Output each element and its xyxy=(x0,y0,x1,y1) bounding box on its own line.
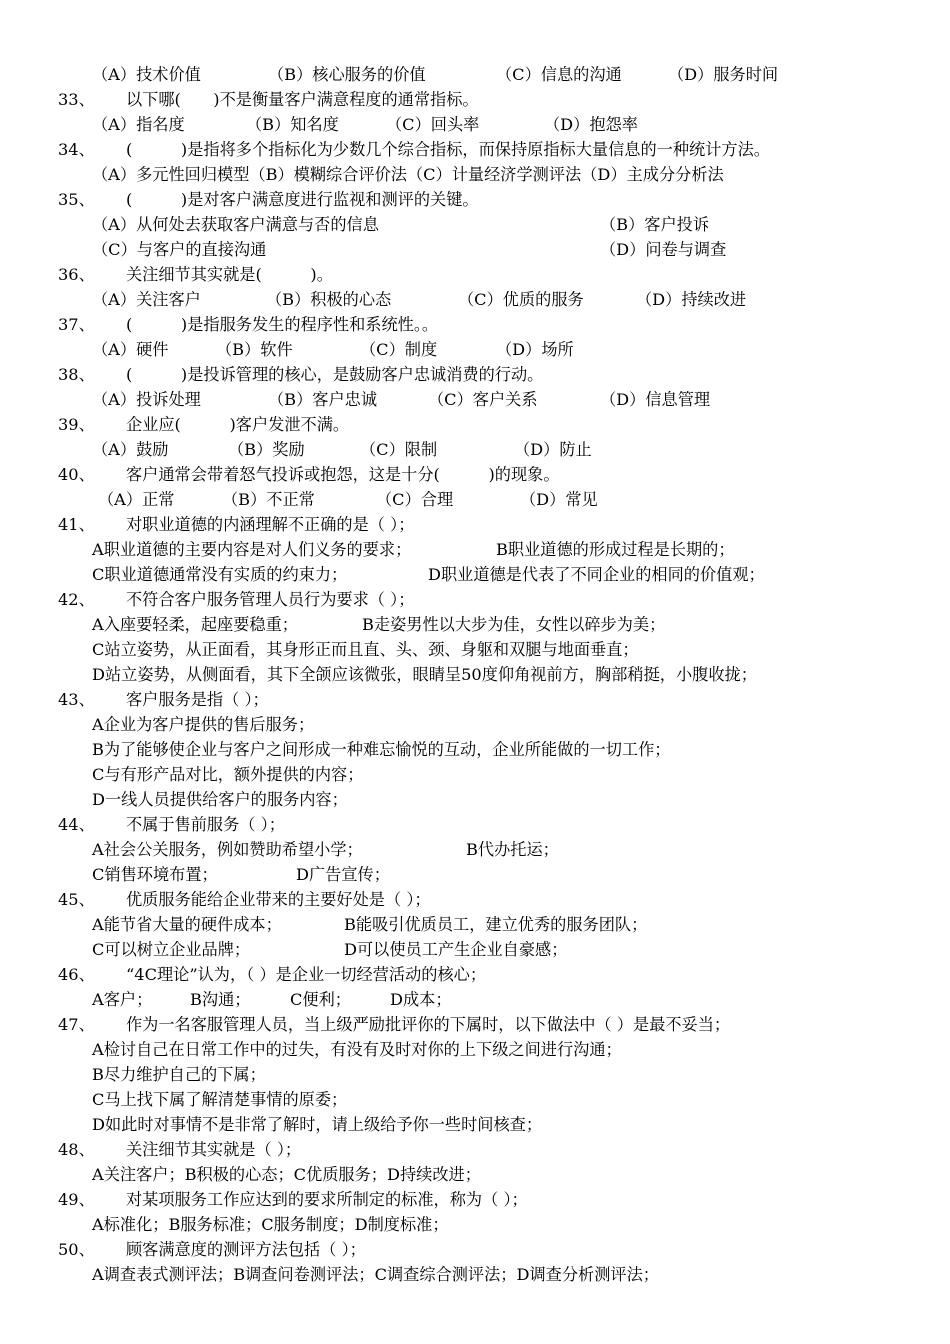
question-text: 客户服务是指（ ）； xyxy=(126,690,269,709)
question-number: 33、 xyxy=(58,90,95,109)
answer-option: （B）积极的心态 xyxy=(266,290,392,309)
answer-option: B能吸引优质员工，建立优秀的服务团队； xyxy=(344,915,648,934)
answer-option: C与有形产品对比，额外提供的内容； xyxy=(92,765,364,784)
answer-option: D成本； xyxy=(390,990,452,1009)
answer-option: （D）常见 xyxy=(520,490,598,509)
answer-option: （D）服务时间 xyxy=(668,65,779,84)
question-text: 关注细节其实就是（ ）； xyxy=(126,1140,302,1159)
answer-option: A客户； xyxy=(92,990,153,1009)
question-number: 39、 xyxy=(58,415,95,434)
question-text: 对职业道德的内涵理解不正确的是（ ）； xyxy=(126,515,415,534)
question-text: 对某项服务工作应达到的要求所制定的标准，称为（ ）； xyxy=(126,1190,528,1209)
answer-option: C便利； xyxy=(290,990,351,1009)
answer-option: （A）正常 xyxy=(98,490,175,509)
answer-option: C马上找下属了解清楚事情的原委； xyxy=(92,1090,348,1109)
question-text: 以下哪( )不是衡量客户满意程度的通常指标。 xyxy=(126,90,479,109)
question-number: 36、 xyxy=(58,265,95,284)
answer-option: D一线人员提供给客户的服务内容； xyxy=(92,790,348,809)
answer-option: （B）奖励 xyxy=(228,440,305,459)
answer-option: B职业道德的形成过程是长期的； xyxy=(496,540,735,559)
answer-option: （C）与客户的直接沟通 xyxy=(92,240,267,259)
answer-option: A关注客户；B积极的心态；C优质服务；D持续改进； xyxy=(92,1165,481,1184)
question-text: 不符合客户服务管理人员行为要求（ ）； xyxy=(126,590,415,609)
answer-option: A企业为客户提供的售后服务； xyxy=(92,715,315,734)
question-number: 34、 xyxy=(58,140,95,159)
answer-option: A入座要轻柔，起座要稳重； xyxy=(92,615,298,634)
answer-option: B代办托运； xyxy=(466,840,559,859)
answer-option: （B）客户投诉 xyxy=(600,215,710,234)
answer-option: （A）关注客户 xyxy=(92,290,201,309)
answer-option: （D）防止 xyxy=(514,440,592,459)
answer-option: （C）客户关系 xyxy=(428,390,538,409)
question-number: 38、 xyxy=(58,365,95,384)
answer-option: A社会公关服务，例如赞助希望小学； xyxy=(92,840,363,859)
question-text: ( )是指将多个指标化为少数几个综合指标，而保持原指标大量信息的一种统计方法。 xyxy=(126,140,770,159)
question-number: 46、 xyxy=(58,965,95,984)
answer-option: D职业道德是代表了不同企业的相同的价值观； xyxy=(428,565,765,584)
question-text: “4C理论”认为，（ ）是企业一切经营活动的核心； xyxy=(126,965,487,984)
question-text: 作为一名客服管理人员，当上级严励批评你的下属时，以下做法中（ ）是最不妥当； xyxy=(126,1015,731,1034)
answer-option: D如此时对事情不是非常了解时，请上级给予你一些时间核查； xyxy=(92,1115,543,1134)
answer-option: （A）指名度 xyxy=(92,115,185,134)
answer-option: （C）优质的服务 xyxy=(458,290,584,309)
question-number: 42、 xyxy=(58,590,95,609)
question-text: 企业应( )客户发泄不满。 xyxy=(126,415,350,434)
answer-option: （B）不正常 xyxy=(222,490,315,509)
answer-option: A检讨自己在日常工作中的过失，有没有及时对你的上下级之间进行沟通； xyxy=(92,1040,622,1059)
question-number: 45、 xyxy=(58,890,95,909)
answer-option: （A）从何处去获取客户满意与否的信息 xyxy=(92,215,379,234)
question-text: ( )是投诉管理的核心，是鼓励客户忠诚消费的行动。 xyxy=(126,365,544,384)
question-number: 41、 xyxy=(58,515,95,534)
answer-option: A职业道德的主要内容是对人们义务的要求； xyxy=(92,540,412,559)
answer-option: （D）信息管理 xyxy=(600,390,711,409)
answer-option: （B）软件 xyxy=(216,340,293,359)
question-text: ( )是指服务发生的程序性和系统性。。 xyxy=(126,315,439,334)
question-number: 44、 xyxy=(58,815,95,834)
answer-option: B走姿男性以大步为佳，女性以碎步为美； xyxy=(362,615,666,634)
answer-option: （D）抱怨率 xyxy=(544,115,638,134)
answer-option: D可以使员工产生企业自豪感； xyxy=(344,940,568,959)
answer-option: C可以树立企业品牌； xyxy=(92,940,251,959)
answer-option: （D）问卷与调查 xyxy=(600,240,727,259)
question-text: 关注细节其实就是( )。 xyxy=(126,265,333,284)
answer-option: （A）鼓励 xyxy=(92,440,169,459)
answer-option: （C）合理 xyxy=(376,490,454,509)
answer-option: B沟通； xyxy=(190,990,251,1009)
answer-option: （A）多元性回归模型（B）模糊综合评价法（C）计量经济学测评法（D）主成分分析法 xyxy=(92,165,724,184)
answer-option: （D）持续改进 xyxy=(636,290,747,309)
answer-option: （C）限制 xyxy=(360,440,438,459)
question-number: 43、 xyxy=(58,690,95,709)
answer-option: （B）客户忠诚 xyxy=(268,390,378,409)
question-number: 49、 xyxy=(58,1190,95,1209)
answer-option: D广告宣传； xyxy=(296,865,390,884)
answer-option: （C）制度 xyxy=(360,340,438,359)
answer-option: （A）硬件 xyxy=(92,340,169,359)
answer-option: A标准化；B服务标准；C服务制度；D制度标准； xyxy=(92,1215,449,1234)
answer-option: （C）回头率 xyxy=(386,115,480,134)
answer-option: （A）技术价值 xyxy=(92,65,201,84)
answer-option: A调查表式测评法；B调查问卷测评法；C调查综合测评法；D调查分析测评法； xyxy=(92,1265,659,1284)
answer-option: B为了能够使企业与客户之间形成一种难忘愉悦的互动，企业所能做的一切工作； xyxy=(92,740,671,759)
answer-option: C站立姿势，从正面看，其身形正而且直、头、颈、身躯和双腿与地面垂直； xyxy=(92,640,639,659)
answer-option: C职业道德通常没有实质的约束力； xyxy=(92,565,348,584)
answer-option: （C）信息的沟通 xyxy=(496,65,622,84)
question-number: 50、 xyxy=(58,1240,95,1259)
answer-option: C销售环境布置； xyxy=(92,865,218,884)
question-number: 47、 xyxy=(58,1015,95,1034)
question-number: 37、 xyxy=(58,315,95,334)
answer-option: （D）场所 xyxy=(496,340,574,359)
answer-option: A能节省大量的硬件成本； xyxy=(92,915,282,934)
question-number: 40、 xyxy=(58,465,95,484)
question-number: 48、 xyxy=(58,1140,95,1159)
question-number: 35、 xyxy=(58,190,95,209)
answer-option: （A）投诉处理 xyxy=(92,390,201,409)
question-text: ( )是对客户满意度进行监视和测评的关键。 xyxy=(126,190,479,209)
question-text: 客户通常会带着怒气投诉或抱怨，这是十分( )的现象。 xyxy=(126,465,560,484)
answer-option: （B）知名度 xyxy=(246,115,339,134)
answer-option: D站立姿势，从侧面看，其下全颌应该微张，眼睛呈50度仰角视前方，胸部稍挺，小腹收拢； xyxy=(92,665,757,684)
question-text: 优质服务能给企业带来的主要好处是（ ）； xyxy=(126,890,431,909)
answer-option: （B）核心服务的价值 xyxy=(268,65,426,84)
question-text: 不属于售前服务（ ）； xyxy=(126,815,285,834)
question-text: 顾客满意度的测评方法包括（ ）； xyxy=(126,1240,366,1259)
answer-option: B尽力维护自己的下属； xyxy=(92,1065,266,1084)
